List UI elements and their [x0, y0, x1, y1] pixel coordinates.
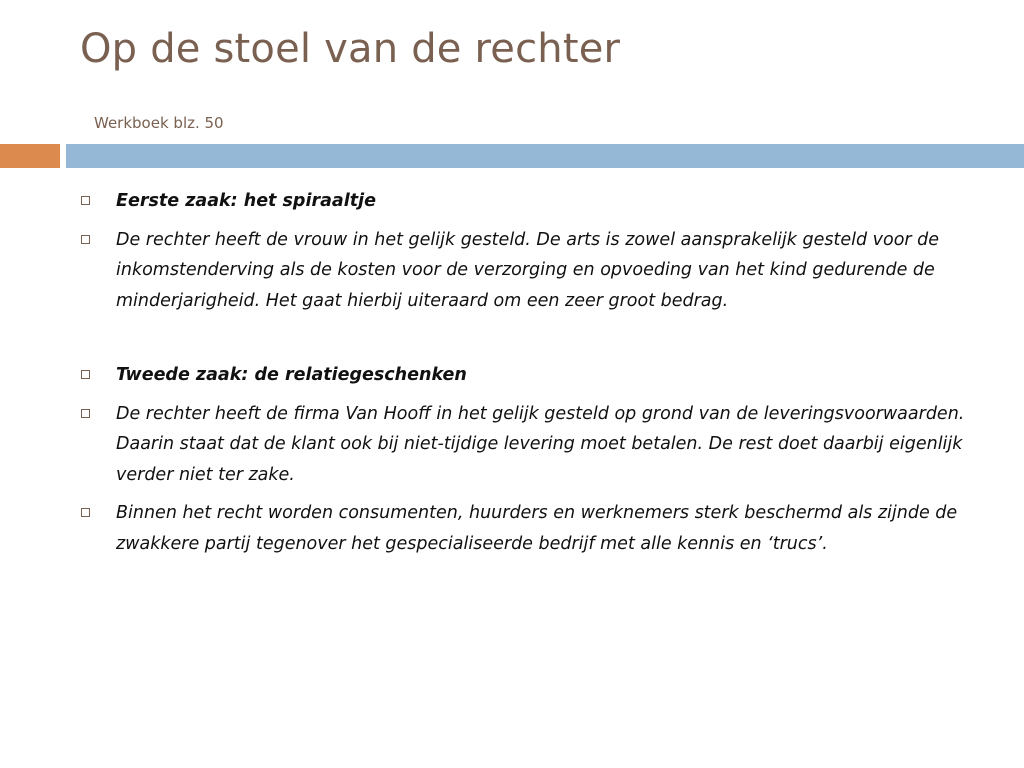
- accent-bar-blue: [66, 144, 1024, 168]
- bullet-item: [78, 186, 978, 217]
- square-bullet-icon: [81, 235, 90, 244]
- square-bullet-icon: [81, 196, 90, 205]
- slide-subtitle: Werkboek blz. 50: [94, 114, 224, 132]
- bullet-item: [78, 399, 978, 491]
- bullet-list: [78, 186, 978, 567]
- bullet-item: [78, 498, 978, 559]
- bullet-text: Binnen het recht worden consumenten, huurders en werknemers sterk beschermd als zijnde de zwakkere partij tegenover het gespecialiseerde bedrijf met alle kennis en ‘trucs’.: [116, 503, 958, 554]
- bullet-item: [78, 225, 978, 317]
- bullet-text: De rechter heeft de vrouw in het gelijk gesteld. De arts is zowel aansprakelijk gesteld voor de inkomstenderving als de kosten voor de verzorging en opvoeding van het kind gedurende de minderjarigheid. Het gaat hierbij uiteraard om een zeer groot bedrag.: [116, 229, 940, 311]
- bullet-item: [78, 360, 978, 391]
- slide-title: Op de stoel van de rechter: [80, 26, 621, 72]
- accent-bar-orange: [0, 144, 60, 168]
- bullet-text: Eerste zaak: het spiraaltje: [116, 191, 376, 211]
- square-bullet-icon: [81, 409, 90, 418]
- square-bullet-icon: [81, 508, 90, 517]
- square-bullet-icon: [81, 370, 90, 379]
- bullet-text: Tweede zaak: de relatiegeschenken: [116, 365, 467, 385]
- bullet-text: De rechter heeft de firma Van Hooff in het gelijk gesteld op grond van de leveringsvoorwaarden. Daarin staat dat de klant ook bij niet-tijdige levering moet betalen. De rest doet daarbij eigenlijk verder niet ter zake.: [116, 403, 965, 485]
